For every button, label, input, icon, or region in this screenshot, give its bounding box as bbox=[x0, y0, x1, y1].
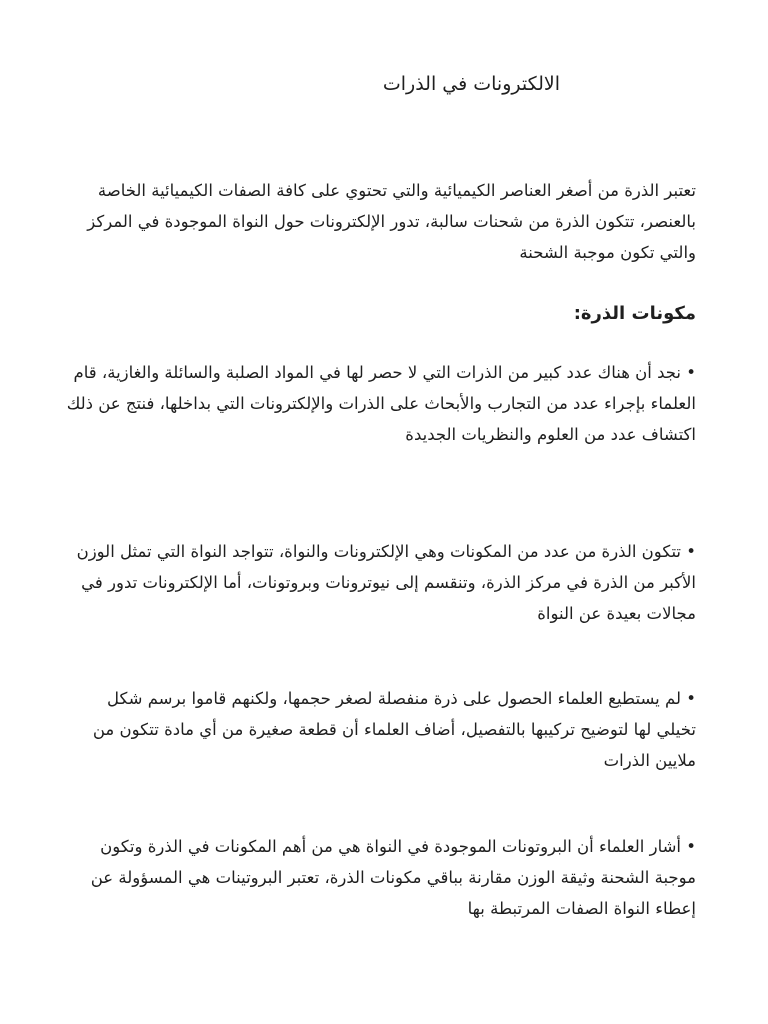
bullet-paragraph-4: • أشار العلماء أن البروتونات الموجودة في النواة هي من أهم المكونات في الذرة وتكون موجبة الشحنة وثيقة الوزن مقارنة بباقي مكونات الذرة، تعتبر البروتينات هي المسؤولة عن إعطاء النواة الصفات المرتبطة بها bbox=[90, 837, 696, 918]
bullet-paragraph-2: • تتكون الذرة من عدد من المكونات وهي الإلكترونات والنواة، تتواجد النواة التي تمثل الوزن الأكبر من الذرة في مركز الذرة، وتنقسم إلى نيوترونات وبروتونات، أما الإلكترونات تدور في مجالات بعيدة عن النواة bbox=[76, 542, 696, 623]
bullet-paragraph-3: • لم يستطيع العلماء الحصول على ذرة منفصلة لصغر حجمها، ولكنهم قاموا برسم شكل تخيلي لها لتوضيح تركيبها بالتفصيل، أضاف العلماء أن قطعة صغيرة من أي مادة تتكون من ملايين الذرات bbox=[92, 689, 696, 770]
bullet-paragraph-1: • نجد أن هناك عدد كبير من الذرات التي لا حصر لها في المواد الصلبة والسائلة والغازية، قام العلماء بإجراء عدد من التجارب والأبحاث على الذرات والإلكترونات التي بداخلها، فنتج عن ذلك اكتشاف عدد من العلوم والنظريات الجديدة bbox=[66, 363, 696, 444]
section-heading: مكونات الذرة: bbox=[573, 303, 696, 324]
intro-paragraph: تعتبر الذرة من أصغر العناصر الكيميائية والتي تحتوي على كافة الصفات الكيميائية الخاصة بالعنصر، تتكون الذرة من شحنات سالبة، تدور الإلكترونات حول النواة الموجودة في المركز والتي تكون موجبة الشحنة bbox=[87, 181, 696, 262]
document-title: الالكترونات في الذرات bbox=[382, 73, 560, 95]
